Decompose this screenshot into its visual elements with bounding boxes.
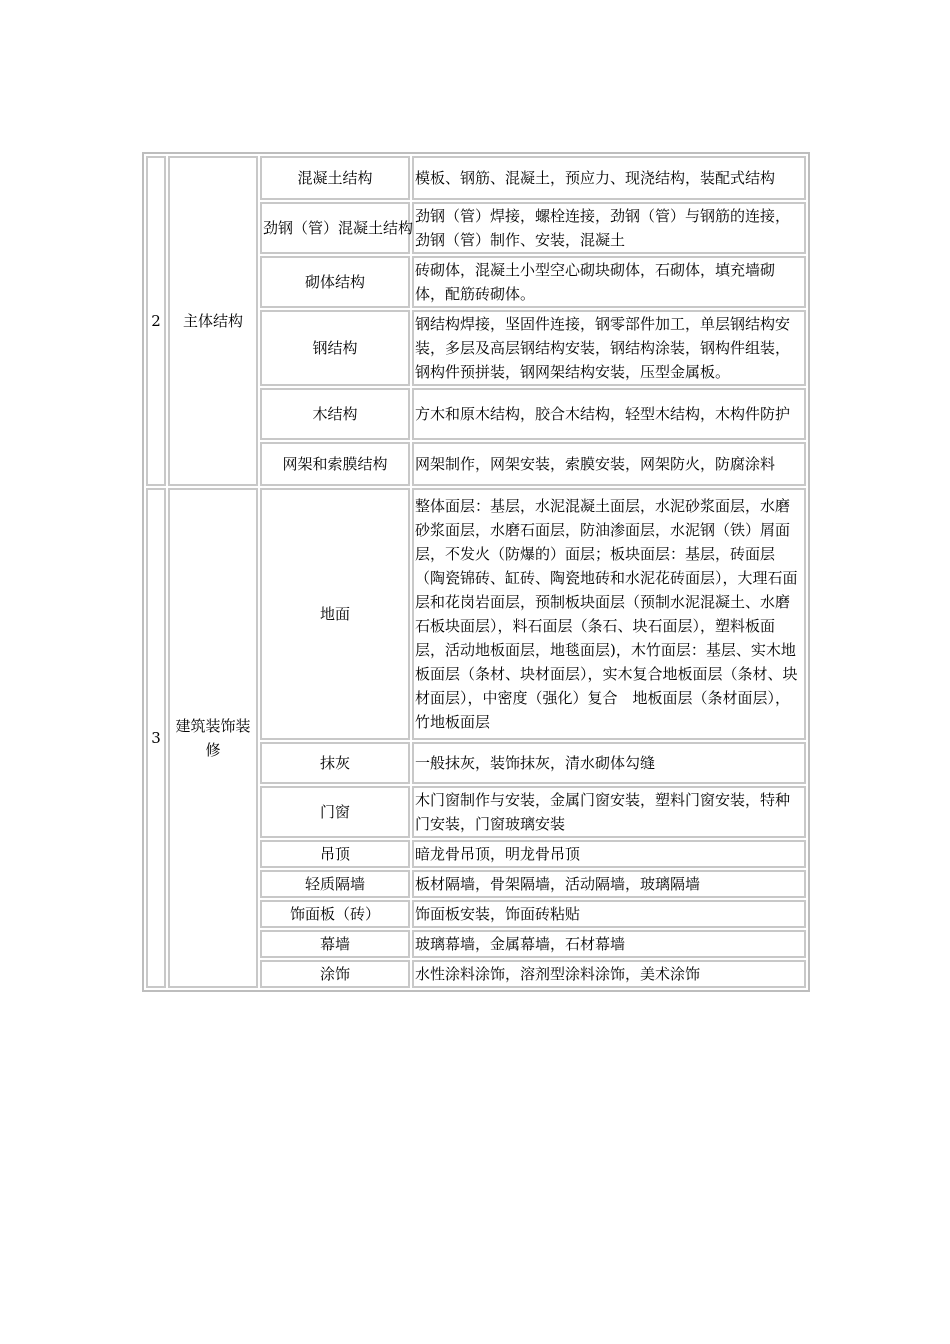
sub-item-name: 吊顶 — [260, 840, 410, 868]
sub-item-name: 幕墙 — [260, 930, 410, 958]
sub-item-name: 木结构 — [260, 388, 410, 440]
sub-item-description: 板材隔墙，骨架隔墙，活动隔墙，玻璃隔墙 — [412, 870, 806, 898]
sub-item-description: 玻璃幕墙，金属幕墙，石材幕墙 — [412, 930, 806, 958]
sub-item-description: 饰面板安装，饰面砖粘贴 — [412, 900, 806, 928]
sub-item-description: 方木和原木结构，胶合木结构，轻型木结构，木构件防护 — [412, 388, 806, 440]
construction-table — [142, 152, 810, 992]
sub-item-description: 钢结构焊接，坚固件连接，钢零部件加工，单层钢结构安装，多层及高层钢结构安装，钢结构涂装，钢构件组装，钢构件预拼装，钢网架结构安装，压型金属板。 — [412, 310, 806, 386]
table-row — [146, 156, 806, 200]
section-number: 2 — [146, 156, 166, 486]
sub-item-name: 钢结构 — [260, 310, 410, 386]
sub-item-name: 抹灰 — [260, 742, 410, 784]
table-grid — [144, 154, 808, 990]
sub-item-name: 涂饰 — [260, 960, 410, 988]
sub-item-description: 整体面层：基层，水泥混凝土面层，水泥砂浆面层，水磨砂浆面层，水磨石面层，防油渗面层，水泥钢（铁）屑面层，不发火（防爆的）面层；板块面层：基层，砖面层（陶瓷锦砖、缸砖、陶瓷地砖和水泥花砖面层），大理石面层和花岗岩面层，预制板块面层（预制水泥混凝土、水磨石板块面层），料石面层（条石、块石面层），塑料板面层，活动地板面层，地毯面层)，木竹面层：基层、实木地板面层（条材、块材面层），实木复合地板面层（条材、块材面层），中密度（强化）复合 地板面层（条材面层），竹地板面层 — [412, 488, 806, 740]
sub-item-description: 暗龙骨吊顶，明龙骨吊顶 — [412, 840, 806, 868]
sub-item-description: 木门窗制作与安装，金属门窗安装，塑料门窗安装，特种门安装，门窗玻璃安装 — [412, 786, 806, 838]
sub-item-description: 模板、钢筋、混凝土，预应力、现浇结构，装配式结构 — [412, 156, 806, 200]
sub-item-name: 混凝土结构 — [260, 156, 410, 200]
sub-item-name: 砌体结构 — [260, 256, 410, 308]
sub-item-name: 地面 — [260, 488, 410, 740]
sub-item-description: 水性涂料涂饰，溶剂型涂料涂饰，美术涂饰 — [412, 960, 806, 988]
sub-item-name: 网架和索膜结构 — [260, 442, 410, 486]
sub-item-description: 一般抹灰，装饰抹灰，清水砌体勾缝 — [412, 742, 806, 784]
section-category: 建筑装饰装修 — [168, 488, 258, 988]
section-number: 3 — [146, 488, 166, 988]
sub-item-description: 砖砌体，混凝土小型空心砌块砌体，石砌体，填充墙砌体，配筋砖砌体。 — [412, 256, 806, 308]
table-row — [146, 488, 806, 740]
sub-item-description: 网架制作，网架安装，索膜安装，网架防火，防腐涂料 — [412, 442, 806, 486]
sub-item-name: 饰面板（砖） — [260, 900, 410, 928]
sub-item-name: 劲钢（管）混凝土结构 — [260, 202, 410, 254]
section-category: 主体结构 — [168, 156, 258, 486]
sub-item-name: 门窗 — [260, 786, 410, 838]
sub-item-description: 劲钢（管）焊接，螺栓连接，劲钢（管）与钢筋的连接，劲钢（管）制作、安装，混凝土 — [412, 202, 806, 254]
sub-item-name: 轻质隔墙 — [260, 870, 410, 898]
